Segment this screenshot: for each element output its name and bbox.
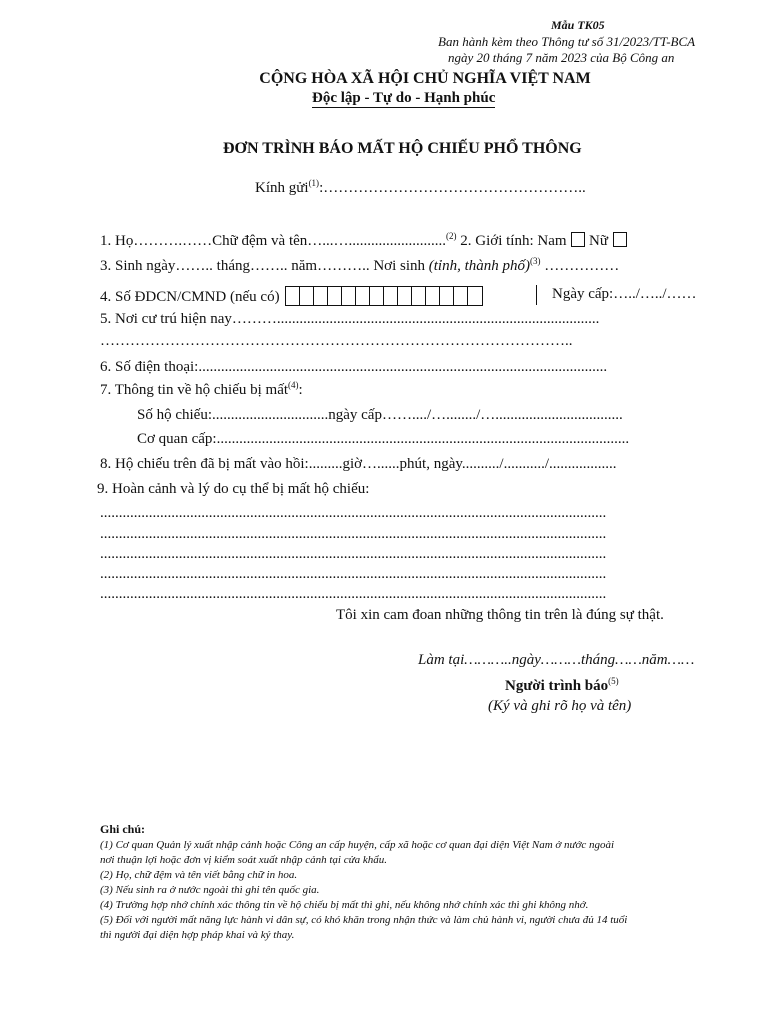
reason-line-5: .......................................................................................................................................	[100, 586, 607, 602]
issued-line-2: ngày 20 tháng 7 năm 2023 của Bộ Công an	[448, 50, 675, 65]
id-number-cells[interactable]	[285, 286, 483, 306]
checkbox-female[interactable]	[613, 232, 627, 247]
note-5: (5) Đối với người mất năng lực hành vi dân sự, có khó khăn trong nhận thức và làm chủ hành vi, người chưa đủ 14 tuổi	[100, 914, 628, 926]
checkbox-male[interactable]	[571, 232, 585, 247]
field-id-number: 4. Số ĐDCN/CMND (nếu có)	[100, 286, 485, 306]
note-1-cont: nơi thuận lợi hoặc đơn vị kiểm soát xuất nhập cảnh tại cửa khẩu.	[100, 854, 387, 866]
id-cells-end-bar	[536, 285, 537, 305]
place-date: Làm tại………..ngày………tháng……năm……	[418, 652, 695, 668]
issued-line-1: Ban hành kèm theo Thông tư số 31/2023/TT-BCA	[438, 34, 696, 49]
signer-title: Người trình báo$^{(5)}$	[505, 676, 619, 694]
note-1: (1) Cơ quan Quản lý xuất nhập cảnh hoặc Công an cấp huyện, cấp xã hoặc cơ quan đại diện Việt Nam ở nước ngoài	[100, 839, 615, 851]
note-5-cont: thì người đại diện hợp pháp khai và ký thay.	[100, 929, 295, 941]
field-name-gender: 1. Họ……….……Chữ đệm và tên…...…..........................$^{(2)}$ 2. Giới tính: Nam Nữ	[100, 232, 627, 250]
note-2: (2) Họ, chữ đệm và tên viết bằng chữ in hoa.	[100, 869, 298, 881]
field-residence-cont: …………………………………………………………………………………..	[100, 333, 573, 349]
recipient-line: Kính gửi$^{(1)}$:……………………………………………..	[255, 178, 586, 196]
reason-line-2: .......................................................................................................................................	[100, 526, 607, 542]
motto: Độc lập - Tự do - Hạnh phúc	[312, 90, 496, 106]
field-id-date: Ngày cấp:…../…../……	[552, 286, 697, 302]
declaration: Tôi xin cam đoan những thông tin trên là đúng sự thật.	[336, 607, 664, 623]
field-reason: 9. Hoàn cảnh và lý do cụ thể bị mất hộ chiếu:	[97, 481, 370, 497]
field-birth: 3. Sinh ngày…….. tháng…….. năm……….. Nơi sinh (tỉnh, thành phố)$^{(3)}$ ……………	[100, 256, 620, 274]
field-passport-number: Số hộ chiếu:...............................ngày cấp……..../…......../…..................................	[137, 407, 623, 423]
notes-heading: Ghi chú:	[100, 822, 146, 836]
field-lost-time: 8. Hộ chiếu trên đã bị mất vào hồi:.........giờ…......phút, ngày........../.........../..................	[100, 456, 617, 472]
reason-line-4: .......................................................................................................................................	[100, 566, 607, 582]
reason-line-1: .......................................................................................................................................	[100, 505, 607, 521]
reason-line-3: .......................................................................................................................................	[100, 546, 607, 562]
field-residence: 5. Nơi cư trú hiện nay………......................................................................................	[100, 311, 600, 327]
form-code: Mẫu TK05	[551, 18, 605, 32]
field-passport-info: 7. Thông tin về hộ chiếu bị mất$^{(4)}$:	[100, 380, 303, 398]
field-issuing-agency: Cơ quan cấp:..............................................................................................................	[137, 431, 630, 447]
note-4: (4) Trường hợp nhớ chính xác thông tin về hộ chiếu bị mất thì ghi, nếu không nhớ chính xác thì ghi không nhớ.	[100, 899, 589, 911]
signer-note: (Ký và ghi rõ họ và tên)	[488, 698, 632, 714]
note-3: (3) Nếu sinh ra ở nước ngoài thì ghi tên quốc gia.	[100, 884, 320, 896]
field-phone: 6. Số điện thoại:.............................................................................................................	[100, 359, 608, 375]
country-name: CỘNG HÒA XÃ HỘI CHỦ NGHĨA VIỆT NAM	[259, 70, 591, 87]
form-title: ĐƠN TRÌNH BÁO MẤT HỘ CHIẾU PHỔ THÔNG	[223, 140, 582, 157]
